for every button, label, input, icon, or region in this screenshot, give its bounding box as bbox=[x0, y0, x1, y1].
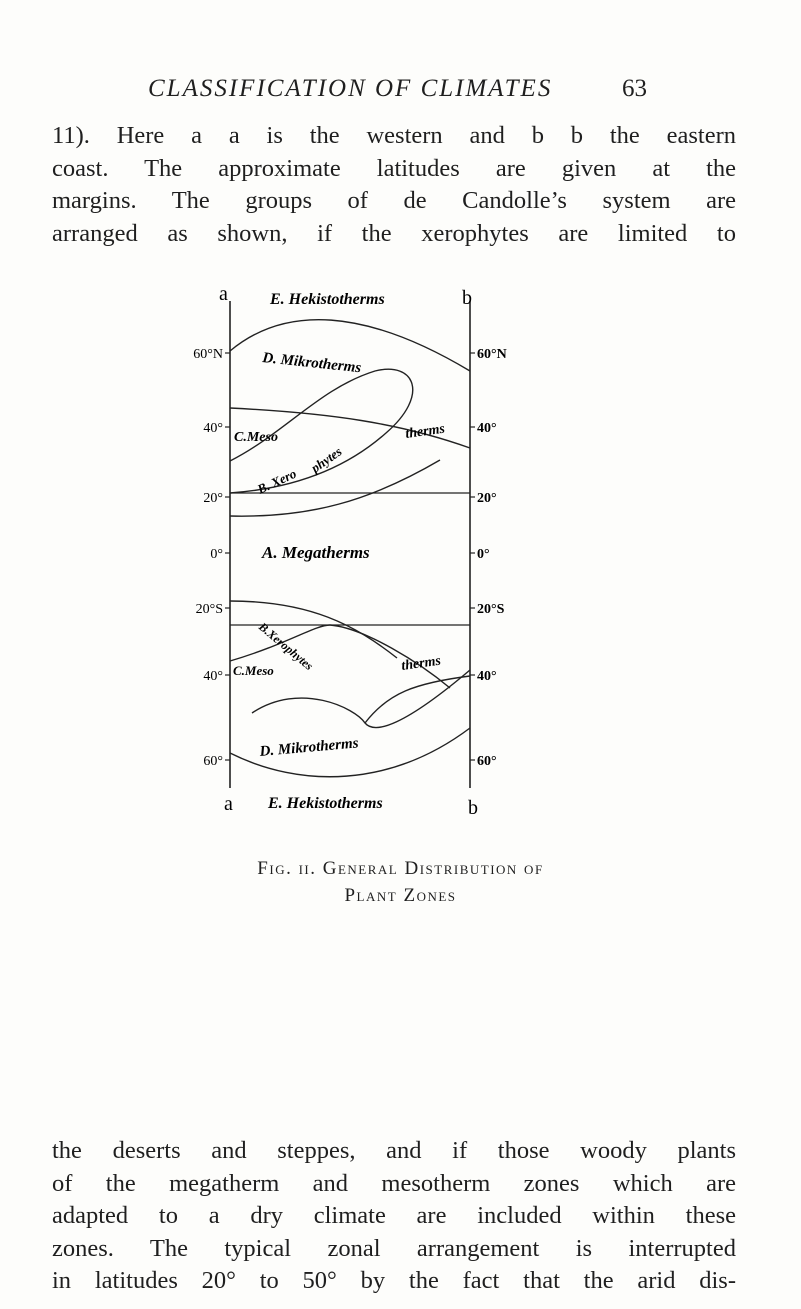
caption-line: Fig. ii. General Distribution of bbox=[257, 858, 544, 879]
right-latitude-label: 0° bbox=[477, 547, 490, 562]
zone-label-north-xerophytes: B. Xero bbox=[254, 465, 299, 497]
paragraph-line: the deserts and steppes, and if those woody plants bbox=[52, 1137, 736, 1164]
corner-label-b-top: b bbox=[462, 287, 472, 309]
paragraph-line: coast. The approximate latitudes are given at the bbox=[52, 154, 736, 182]
right-latitude-label: 40° bbox=[477, 669, 497, 684]
corner-label-a-top: a bbox=[219, 283, 228, 305]
paragraph-line: 11). Here a a is the western and b b the eastern bbox=[52, 122, 736, 149]
paragraph-line: zones. The typical zonal arrangement is interrupted bbox=[52, 1234, 736, 1262]
paragraph-top bbox=[52, 120, 736, 250]
zone-label-south-xerophytes: B.Xerophytes bbox=[256, 619, 316, 673]
left-latitude-label: 60° bbox=[203, 754, 223, 769]
right-latitude-label: 20° bbox=[477, 491, 497, 506]
zone-label-north-therms: therms bbox=[404, 421, 446, 442]
paragraph-line: adapted to a dry climate are included within these bbox=[52, 1202, 736, 1229]
zone-label-south-meso: C.Meso bbox=[233, 663, 274, 678]
right-latitude-label: 60°N bbox=[477, 347, 507, 362]
corner-label-b-bottom: b bbox=[468, 797, 478, 819]
left-latitude-label: 60°N bbox=[193, 347, 223, 362]
zone-label-bottom-hekistotherms: E. Hekistotherms bbox=[268, 795, 383, 812]
paragraph-line: margins. The groups of de Candolle’s system are bbox=[52, 187, 736, 214]
zone-label-north-xerophytes-suffix: phytes bbox=[308, 443, 345, 476]
left-latitude-label: 40° bbox=[203, 421, 223, 436]
right-latitude-label: 40° bbox=[477, 421, 497, 436]
corner-label-a-bottom: a bbox=[224, 793, 233, 815]
right-latitude-label: 20°S bbox=[477, 602, 505, 617]
left-latitude-labels bbox=[193, 347, 223, 769]
zone-label-top-mikrotherms: D. Mikrotherms bbox=[261, 350, 362, 377]
zone-label-south-therms: therms bbox=[400, 653, 442, 674]
right-latitude-label: 60° bbox=[477, 754, 497, 769]
paragraph-bottom bbox=[52, 1135, 736, 1298]
plant-zones-figure bbox=[190, 283, 530, 833]
left-latitude-label: 20° bbox=[203, 491, 223, 506]
left-latitude-label: 0° bbox=[210, 547, 223, 562]
zone-label-megatherms: A. Megatherms bbox=[262, 543, 370, 562]
page-header bbox=[0, 75, 801, 109]
left-latitude-label: 20°S bbox=[195, 602, 223, 617]
paragraph-line: arranged as shown, if the xerophytes are limited to bbox=[52, 219, 736, 247]
right-latitude-labels bbox=[477, 347, 507, 769]
caption-line: Plant Zones bbox=[344, 885, 457, 906]
zone-label-north-meso: C.Meso bbox=[234, 430, 278, 445]
zone-labels bbox=[233, 291, 446, 812]
plant-zones-diagram bbox=[190, 283, 530, 828]
paragraph-line: of the megatherm and mesotherm zones which are bbox=[52, 1169, 736, 1197]
paragraph-line: in latitudes 20° to 50° by the fact that the arid dis- bbox=[52, 1267, 736, 1294]
page-number: 63 bbox=[622, 75, 647, 102]
figure-caption bbox=[0, 855, 801, 909]
zone-label-bottom-mikrotherms: D. Mikrotherms bbox=[258, 735, 360, 760]
running-title: CLASSIFICATION OF CLIMATES bbox=[148, 75, 553, 102]
zone-label-top-hekistotherms: E. Hekistotherms bbox=[270, 291, 385, 308]
left-latitude-label: 40° bbox=[203, 669, 223, 684]
